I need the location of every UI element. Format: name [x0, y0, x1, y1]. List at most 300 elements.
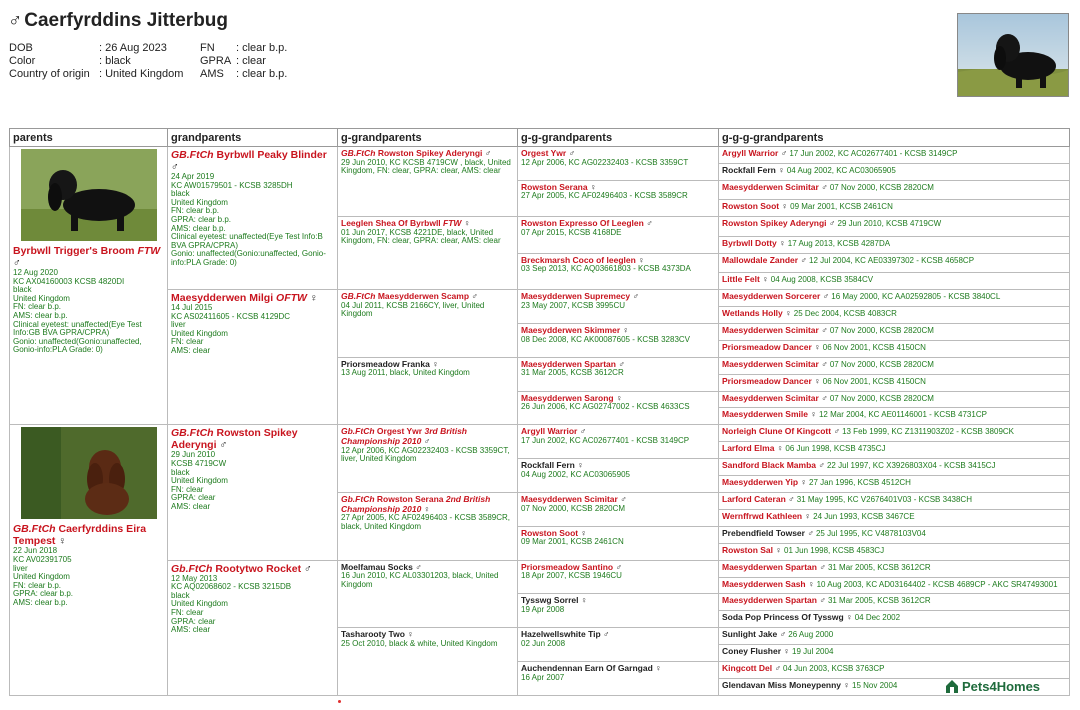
dog-name-link[interactable] — [13, 245, 160, 269]
dog-details: 19 Jul 2004 — [792, 647, 834, 657]
col-header-g-grandparents: g-grandparents — [338, 129, 518, 147]
dog-details: 07 Nov 2000, KCSB 2820CM — [829, 359, 934, 369]
dog-details: 14 Jul 2015 KC AS02411605 - KCSB 4129DC liver United Kingdom FN: clear AMS: clear — [171, 303, 291, 356]
dog-name: Soda Pop Princess Of Tysswg — [722, 612, 844, 623]
male-icon: ♂ — [579, 426, 587, 437]
dog-name: Maesydderwen Skimmer — [521, 324, 621, 335]
dog-details: 19 Apr 2008 — [521, 605, 565, 615]
dog-name: Byrbwll Trigger's Broom — [13, 245, 135, 257]
dog-award: FTW — [137, 245, 161, 257]
dog-name-link[interactable] — [521, 663, 662, 673]
g-g-g-grandparent-cell — [719, 628, 1070, 645]
dog-details: 04 Aug 2008, KCSB 3584CV — [770, 275, 874, 285]
dog-name: Rowston Serana — [376, 493, 444, 504]
dog-name-link[interactable] — [521, 460, 584, 470]
g-g-g-grandparent-cell — [719, 526, 1070, 543]
col-header-grandparents: grandparents — [168, 129, 338, 147]
dog-details: 09 Mar 2001, KCSB 2461CN — [790, 202, 893, 212]
dog-name-link[interactable] — [722, 218, 835, 228]
g-g-g-grandparent-cell — [719, 425, 1070, 442]
dog-name: Maesydderwen Supremecy — [521, 291, 631, 302]
dog-details: 08 Dec 2008, KC AK00087605 - KCSB 3283CV — [521, 334, 690, 344]
male-icon: ♂ — [618, 358, 625, 369]
g-grandparent-cell — [338, 425, 518, 493]
col-header-parents: parents — [10, 129, 168, 147]
female-icon: ♀ — [814, 341, 821, 352]
male-icon: ♂ — [828, 218, 836, 229]
dog-name-link[interactable] — [722, 274, 769, 284]
g-g-grandparent-cell — [518, 662, 719, 696]
dog-name-link[interactable] — [521, 325, 629, 335]
dog-name: Maesydderwen Sorcerer — [722, 291, 821, 302]
dog-name-link[interactable] — [521, 255, 645, 265]
dog-name: Auchendennan Earn Of Garngad — [521, 663, 653, 674]
dog-details: 01 Jun 1998, KCSB 4583CJ — [784, 545, 885, 555]
col-header-g-g-g-grandparents: g-g-g-grandparents — [719, 129, 1070, 147]
g-g-grandparent-cell — [518, 253, 719, 289]
female-icon: ♀ — [638, 254, 645, 265]
info-v1: : United Kingdom — [99, 68, 184, 80]
dog-name: Prebendfield Towser — [722, 527, 805, 538]
g-g-g-grandparent-cell — [719, 662, 1070, 679]
dog-details: 22 Jul 1997, KC X3926803X04 - KCSB 3415CJ — [826, 461, 996, 471]
g-g-grandparent-cell — [518, 147, 719, 181]
dog-name-link[interactable] — [521, 148, 575, 158]
info-k2: GPRA — [200, 55, 232, 67]
female-icon: ♀ — [783, 646, 790, 657]
dog-name-link[interactable] — [722, 680, 850, 690]
dog-name: Rowston Soot — [521, 527, 579, 538]
male-icon: ♂ — [171, 161, 179, 173]
dog-name: Maesydderwen Scimitar — [722, 358, 819, 369]
female-icon: ♀ — [58, 535, 67, 548]
dog-name: Priorsmeadow Dancer — [722, 375, 812, 386]
dog-name-link[interactable] — [521, 291, 639, 301]
dog-name-link[interactable] — [722, 291, 829, 301]
dog-name-link[interactable] — [722, 238, 786, 248]
page-title — [8, 10, 228, 32]
dog-name-link[interactable] — [341, 494, 490, 514]
dog-details: 04 Dec 2002 — [854, 613, 901, 623]
grandparent-cell — [168, 290, 338, 425]
dog-name-link[interactable] — [722, 148, 787, 158]
dog-name: Maesydderwen Sarong — [521, 392, 614, 403]
parent-cell — [10, 425, 168, 696]
female-icon: ♀ — [309, 292, 318, 305]
g-grandparent-cell — [338, 492, 518, 560]
dog-name-link[interactable] — [341, 218, 470, 228]
dog-details: 31 Mar 2005, KCSB 3612CR — [827, 596, 931, 606]
dog-title: GB.FtCh — [13, 523, 56, 536]
dog-name: Little Felt — [722, 274, 760, 285]
col-header-g-g-grandparents: g-g-grandparents — [518, 129, 719, 147]
dog-name: Maesydderwen Smile — [722, 409, 808, 420]
info-k2: FN — [200, 42, 215, 54]
dog-name-link[interactable] — [722, 528, 814, 538]
dog-name: Norleigh Clune Of Kingcott — [722, 426, 832, 437]
dog-details: 29 Jun 2010 KCSB 4719CW black United Kingdom FN: clear GPRA: clear AMS: clear — [171, 450, 228, 511]
dog-name-link[interactable] — [722, 579, 814, 589]
dog-name-link[interactable] — [722, 182, 828, 192]
dog-title: GB.FtCh — [171, 149, 214, 161]
dog-name-link[interactable] — [722, 663, 781, 673]
dog-details: 02 Jun 2008 — [521, 638, 566, 648]
female-icon: ♀ — [778, 164, 785, 175]
dog-details: 07 Nov 2000, KCSB 2820CM — [829, 325, 934, 335]
pedigree-table — [9, 128, 1070, 696]
dog-name-link[interactable] — [722, 460, 825, 470]
dog-details: 17 Jun 2002, KC AC02677401 - KCSB 3149CP — [521, 435, 690, 445]
dog-name: Rowston Soot — [722, 201, 780, 212]
dog-name-link[interactable] — [722, 511, 811, 521]
dog-name-link[interactable] — [341, 629, 414, 639]
dog-name-link[interactable] — [722, 562, 826, 572]
dog-details: 01 Jun 2017, KCSB 4221DE, black, United Kingdom, FN: clear, GPRA: clear, AMS: clear — [341, 227, 501, 246]
dog-details: 26 Jun 2006, KC AG02747002 - KCSB 4633CS — [521, 402, 690, 412]
female-icon: ♀ — [814, 375, 821, 386]
female-icon: ♀ — [432, 358, 439, 369]
g-g-g-grandparent-cell — [719, 307, 1070, 324]
grandparent-cell — [168, 147, 338, 290]
pedigree-row — [10, 425, 1070, 442]
dog-details: 07 Apr 2015, KCSB 4168DE — [521, 227, 622, 237]
g-grandparent-cell — [338, 357, 518, 425]
g-g-g-grandparent-cell — [719, 560, 1070, 577]
dog-name: Sunlight Jake — [722, 629, 778, 640]
g-g-grandparent-cell — [518, 357, 719, 391]
dog-name: Kingcott Del — [722, 663, 773, 674]
dog-details: 12 Aug 2020 KC AX04160003 KCSB 4820DI black United Kingdom FN: clear b.p. AMS: clear b.p. Clinical eyetest: unaffected(Eye Test Info:GB BVA GPRA/CPRA) Gonio: unaffected(Gonio:unaffected, Gonio-info:PLA Grade: 0) — [13, 268, 142, 355]
dog-name: Caerfyrddins Jitterbug — [24, 10, 229, 31]
dog-name: Tasharooty Two — [341, 629, 405, 640]
dog-name-link[interactable] — [171, 427, 298, 451]
dog-name-link[interactable] — [722, 443, 783, 453]
dog-details: 16 May 2000, KC AA02592805 - KCSB 3840CL — [831, 292, 1001, 302]
female-icon: ♀ — [776, 443, 784, 454]
dog-name-link[interactable] — [521, 359, 625, 369]
info-v1: : black — [99, 55, 131, 67]
dog-details: 27 Jan 1996, KCSB 4512CH — [809, 478, 911, 488]
dog-name: Wernffrwd Kathleen — [722, 510, 803, 521]
info-row — [9, 55, 287, 68]
dog-name-link[interactable] — [341, 148, 491, 158]
dog-name: Rowston Sal — [722, 544, 774, 555]
dog-details: 04 Aug 2002, KC AC03065905 — [786, 165, 896, 175]
male-icon: ♂ — [833, 426, 840, 437]
dog-name: Maesydderwen Sash — [722, 578, 806, 589]
info-v2: : clear b.p. — [236, 42, 288, 54]
g-g-g-grandparent-cell — [719, 323, 1070, 340]
male-icon: ♂ — [632, 291, 639, 302]
male-icon: ♂ — [415, 561, 422, 572]
dog-name: Byrbwll Peaky Blinder — [216, 149, 327, 161]
dog-name-link[interactable] — [521, 393, 622, 403]
dog-details: 12 Apr 2006, KC AG02232403 - KCSB 3359CT, liver, United Kingdom — [341, 445, 510, 464]
info-v2: : clear — [236, 55, 266, 67]
dog-details: 25 Dec 2004, KCSB 4083CR — [793, 309, 897, 319]
g-g-g-grandparent-cell — [719, 163, 1070, 180]
dog-name: Rockfall Fern — [722, 164, 776, 175]
dog-details: 04 Jun 2003, KCSB 3763CP — [783, 664, 885, 674]
info-k2: AMS — [200, 68, 224, 80]
female-icon: ♀ — [846, 612, 853, 623]
g-g-g-grandparent-cell — [719, 442, 1070, 459]
male-icon: ♂ — [821, 324, 828, 335]
dog-name-link[interactable] — [521, 629, 609, 639]
dog-name: Hazelwellswhite Tip — [521, 629, 601, 640]
dog-details: 29 Jun 2010, KCSB 4719CW — [837, 219, 942, 229]
female-icon: ♀ — [580, 595, 588, 606]
male-icon: ♂ — [819, 561, 826, 572]
info-k1: Country of origin — [9, 68, 90, 80]
male-icon: ♂ — [800, 254, 807, 265]
dog-name-link[interactable] — [521, 528, 587, 538]
dog-name: Maesydderwen Scimitar — [722, 181, 819, 192]
female-icon: ♀ — [781, 201, 788, 212]
dog-name-link[interactable] — [722, 165, 785, 175]
g-g-g-grandparent-cell — [719, 391, 1070, 408]
dog-details: 12 Apr 2006, KC AG02232403 - KCSB 3359CT — [521, 157, 689, 167]
parent-cell — [10, 147, 168, 425]
dog-title: Gb.FtCh — [171, 562, 213, 575]
dog-details: 13 Feb 1999, KC Z1311903Z02 - KCSB 3809CK — [842, 427, 1015, 437]
dog-name: Maesydderwen Scimitar — [521, 493, 618, 504]
dog-details: 12 Mar 2004, KC AE01146001 - KCSB 4731CP — [818, 410, 987, 420]
dog-name-link[interactable] — [722, 359, 828, 369]
dog-name: Maesydderwen Spartan — [722, 595, 817, 606]
dog-name-link[interactable] — [722, 201, 788, 211]
dog-details: 23 May 2007, KCSB 3995CU — [521, 300, 626, 310]
dog-name: Maesydderwen Scimitar — [722, 392, 819, 403]
dog-name-link[interactable] — [722, 595, 826, 605]
dog-name: Rockfall Fern — [521, 460, 575, 471]
male-icon: ♂ — [219, 439, 228, 452]
female-icon: ♀ — [810, 409, 817, 420]
info-v1: : 26 Aug 2023 — [99, 42, 167, 54]
dog-name: Rowston Spikey Aderyngi — [377, 148, 483, 158]
dog-details: 07 Nov 2000, KCSB 2820CM — [829, 182, 934, 192]
dog-details: 06 Jun 1998, KCSB 4735CJ — [785, 444, 886, 454]
dog-name-link[interactable] — [722, 376, 821, 386]
dog-name: Mallowdale Zander — [722, 254, 799, 265]
black-dog-photo — [21, 149, 157, 241]
male-icon: ♂ — [484, 148, 492, 158]
dog-name-link[interactable] — [521, 494, 627, 504]
dog-name-link[interactable] — [341, 359, 439, 369]
dog-name-link[interactable] — [521, 595, 587, 605]
male-icon: ♂ — [779, 629, 787, 640]
g-g-g-grandparent-cell — [719, 217, 1070, 237]
male-icon: ♂ — [807, 527, 814, 538]
g-g-g-grandparent-cell — [719, 374, 1070, 391]
g-g-g-grandparent-cell — [719, 357, 1070, 374]
female-icon: ♀ — [655, 663, 662, 674]
dog-name: Orgest Ywr — [521, 148, 567, 158]
dog-details: 24 Jun 1993, KCSB 3467CE — [813, 511, 915, 521]
dog-details: 24 Apr 2019 KC AW01579501 - KCSB 3285DH black United Kingdom FN: clear b.p. GPRA: clear b.p. AMS: clear b.p. Clinical eyetest: unaffected(Eye Test Info:B BVA GPRA/CPRA) Gonio: unaffected(Gonio:unaffected, Gonio-info:PLA Grade: 0) — [171, 172, 326, 267]
g-g-g-grandparent-cell — [719, 180, 1070, 200]
dog-name: Priorsmeadow Dancer — [722, 341, 812, 352]
g-g-grandparent-cell — [518, 526, 719, 560]
female-icon: ♀ — [779, 237, 786, 248]
info-row — [9, 68, 287, 81]
male-icon: ♂ — [615, 561, 622, 572]
dog-name-link[interactable] — [341, 426, 467, 446]
female-icon: ♀ — [785, 308, 792, 319]
dog-name: Maesydderwen Scimitar — [722, 324, 819, 335]
dog-name-link[interactable] — [722, 393, 828, 403]
female-icon: ♀ — [622, 324, 629, 335]
g-g-grandparent-cell — [518, 217, 719, 253]
dog-name-link[interactable] — [521, 426, 586, 436]
female-icon: ♀ — [423, 503, 431, 514]
g-grandparent-cell — [338, 147, 518, 217]
g-g-g-grandparent-cell — [719, 611, 1070, 628]
dog-name-link[interactable] — [521, 182, 596, 192]
g-g-grandparent-cell — [518, 323, 719, 357]
g-g-g-grandparent-cell — [719, 543, 1070, 560]
dog-name-link[interactable] — [341, 291, 478, 301]
g-g-g-grandparent-cell — [719, 273, 1070, 290]
dog-name: Breckmarsh Coco of leeglen — [521, 254, 636, 265]
dog-name-link[interactable] — [722, 325, 828, 335]
dog-name-link[interactable] — [171, 149, 327, 173]
dog-name: Rowston Serana — [521, 181, 588, 192]
dog-details: 27 Apr 2005, KC AF02496403 - KCSB 3589CR — [521, 191, 688, 201]
dog-details: 25 Jul 1995, KC V4878103V04 — [815, 528, 926, 538]
g-g-grandparent-cell — [518, 492, 719, 526]
dog-details: 16 Jun 2010, KC AL03301203, black, United Kingdom — [341, 571, 499, 589]
g-g-grandparent-cell — [518, 560, 719, 594]
dog-award: 2nd British Championship 2010 — [341, 493, 491, 514]
dog-details: 25 Oct 2010, black & white, United Kingdom — [341, 638, 498, 648]
dog-details: 04 Jul 2011, KCSB 2166CY, liver, United Kingdom — [341, 300, 485, 319]
male-icon: ♂ — [821, 358, 828, 369]
pedigree-row — [10, 290, 1070, 307]
g-grandparent-cell — [338, 560, 518, 628]
dog-name-link[interactable] — [13, 523, 146, 547]
dog-name-link[interactable] — [722, 646, 790, 656]
dog-details: 31 Mar 2005, KCSB 3612CR — [827, 562, 931, 572]
dog-details: 26 Aug 2000 — [788, 630, 834, 640]
female-icon: ♀ — [762, 274, 769, 285]
dog-name-link[interactable] — [341, 562, 422, 572]
g-g-grandparent-cell — [518, 425, 719, 459]
dog-name-link[interactable] — [722, 629, 786, 639]
dog-name: Byrbwll Dotty — [722, 237, 777, 248]
grandparent-cell — [168, 560, 338, 695]
dog-details: 17 Aug 2013, KCSB 4287DA — [787, 238, 891, 248]
male-icon: ♂ — [822, 291, 830, 302]
g-g-grandparent-cell — [518, 594, 719, 628]
male-icon: ♂ — [620, 493, 627, 504]
dog-name-link[interactable] — [722, 409, 817, 419]
dog-name: Tysswg Sorrel — [521, 595, 579, 606]
dog-name-link[interactable] — [171, 563, 312, 575]
male-icon: ♂ — [819, 595, 826, 606]
dog-name: Sandford Black Mamba — [722, 460, 816, 471]
g-g-g-grandparent-cell — [719, 509, 1070, 526]
male-icon: ♂ — [821, 392, 828, 403]
dog-details: 16 Apr 2007 — [521, 672, 565, 682]
dog-name: Maesydderwen Spartan — [521, 358, 616, 369]
dog-name: Caerfyrddins Eira Tempest — [13, 523, 147, 548]
dog-name: Maesydderwen Milgi — [171, 292, 274, 305]
dog-name-link[interactable] — [521, 562, 622, 572]
dog-name-link[interactable] — [722, 494, 795, 504]
g-grandparent-cell — [338, 217, 518, 290]
male-icon: ♂ — [774, 663, 781, 674]
dog-name: Rowston Expresso Of Leeglen — [521, 218, 644, 229]
male-icon: ♂ — [646, 218, 653, 229]
g-g-g-grandparent-cell — [719, 577, 1070, 594]
dog-award: FTW — [443, 218, 462, 229]
g-g-g-grandparent-cell — [719, 408, 1070, 425]
female-icon: ♀ — [800, 477, 807, 488]
house-icon — [944, 678, 960, 694]
female-icon: ♀ — [463, 218, 471, 229]
liver-dog-photo — [21, 427, 157, 519]
dog-details: 13 Aug 2011, black, United Kingdom — [341, 368, 470, 378]
dog-name-link[interactable] — [722, 308, 792, 318]
male-icon: ♂ — [603, 629, 610, 640]
dog-title: GB.FtCh — [341, 148, 376, 158]
female-icon: ♀ — [589, 181, 597, 192]
male-icon: ♂ — [304, 562, 312, 575]
dog-award: OFTW — [276, 292, 307, 305]
dog-details: 10 Aug 2003, KC AD03164402 - KCSB 4689CP - AKC SR47493001 — [816, 579, 1058, 589]
male-icon: ♂ — [818, 460, 825, 471]
g-g-g-grandparent-cell — [719, 290, 1070, 307]
dog-name: Orgest Ywr — [376, 426, 423, 437]
dog-name: Wetlands Holly — [722, 308, 783, 319]
dog-name-link[interactable] — [722, 612, 852, 622]
logo-text: Pets4Homes — [962, 678, 1041, 694]
dog-title: GB.FtCh — [341, 291, 376, 302]
female-icon: ♀ — [775, 544, 782, 555]
dog-name: Rowston Spikey Aderyngi — [171, 427, 298, 452]
dog-title: Gb.FtCh — [341, 426, 375, 437]
dog-name-link[interactable] — [722, 477, 807, 487]
male-icon: ♂ — [788, 493, 795, 504]
dog-details: 03 Sep 2013, KC AQ03661803 - KCSB 4373DA — [521, 264, 691, 274]
dog-name: Glendavan Miss Moneypenny — [722, 679, 842, 690]
footer-dot — [338, 700, 341, 703]
pets4homes-logo[interactable] — [944, 678, 1040, 694]
dog-name-link[interactable] — [722, 342, 821, 352]
male-icon: ♂ — [13, 257, 21, 269]
female-icon: ♀ — [577, 460, 584, 471]
g-g-grandparent-cell — [518, 628, 719, 662]
grandparent-cell — [168, 425, 338, 560]
dog-name: Coney Flusher — [722, 646, 782, 657]
dog-details: 09 Mar 2001, KCSB 2461CN — [521, 537, 624, 547]
g-g-grandparent-cell — [518, 391, 719, 425]
dog-name-link[interactable] — [722, 545, 782, 555]
dog-name-link[interactable] — [722, 426, 840, 436]
dog-name: Leeglen Shea Of Byrbwll — [341, 218, 441, 229]
dog-details: 06 Nov 2001, KCSB 4150CN — [822, 376, 926, 386]
dog-name-link[interactable] — [722, 255, 807, 265]
female-icon: ♀ — [808, 578, 815, 589]
dog-name-link[interactable] — [521, 218, 653, 228]
info-k1: Color — [9, 55, 36, 67]
dog-name: Larford Elma — [722, 443, 775, 454]
g-g-grandparent-cell — [518, 180, 719, 216]
dog-name: Rootytwo Rocket — [215, 562, 302, 575]
female-icon: ♀ — [580, 527, 587, 538]
dog-name: Priorsmeadow Santino — [521, 561, 614, 572]
